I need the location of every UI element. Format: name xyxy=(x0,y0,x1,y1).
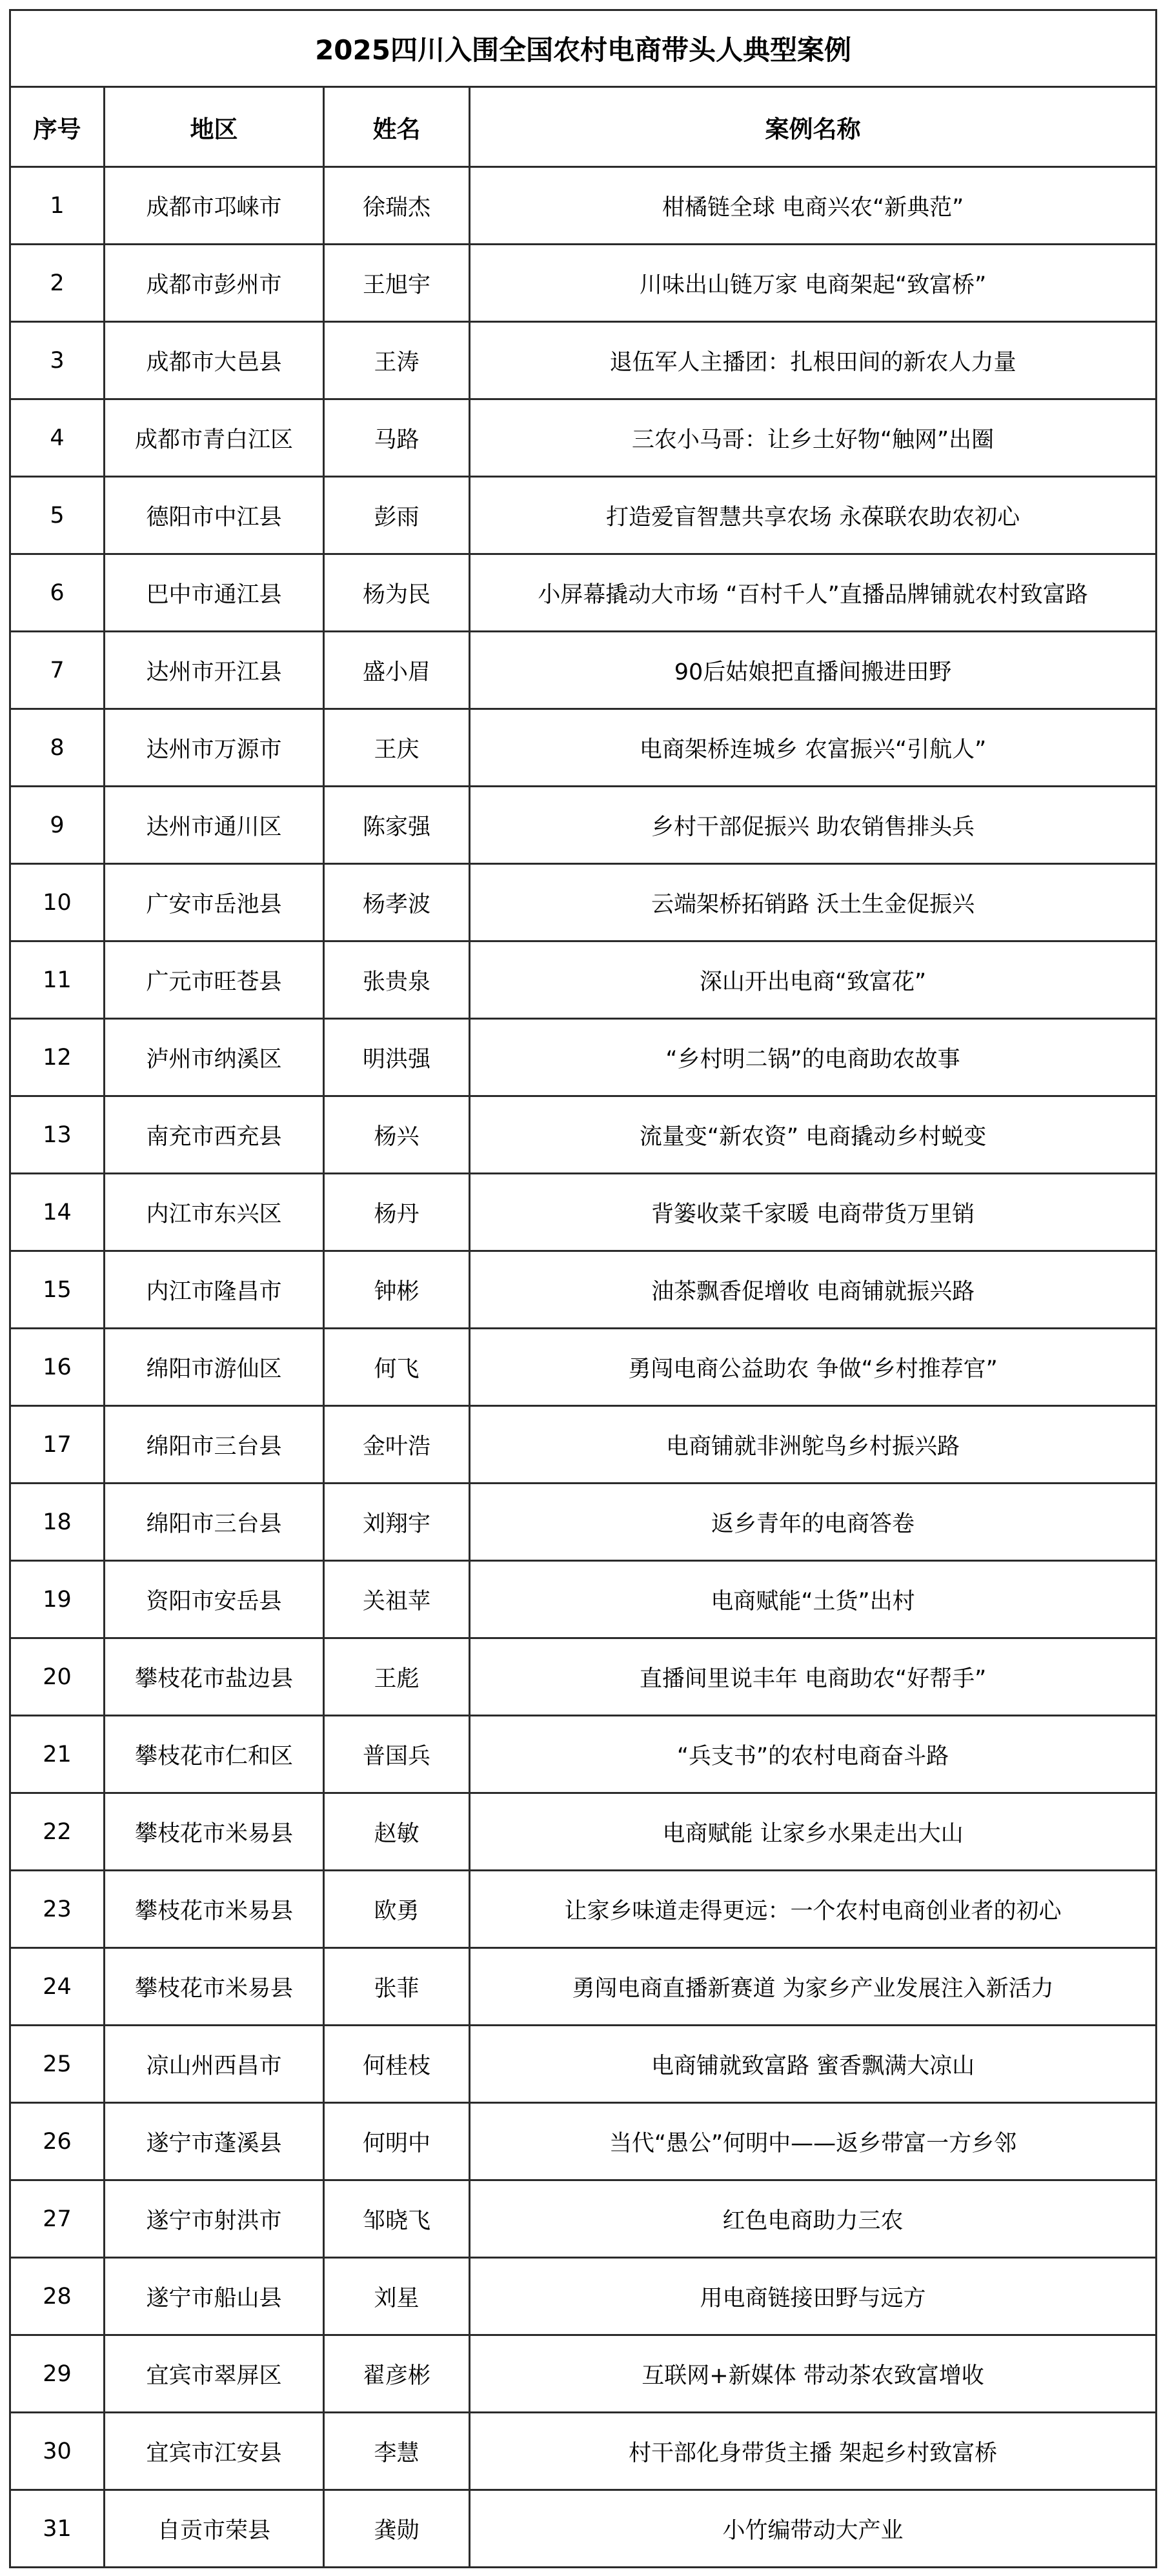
row-index: 16 xyxy=(10,1329,105,1406)
row-region: 凉山州西昌市 xyxy=(105,2026,324,2103)
row-case-title: “兵支书”的农村电商奋斗路 xyxy=(470,1716,1157,1793)
table-row xyxy=(10,2258,1157,2335)
row-case-title: 川味出山链万家 电商架起“致富桥” xyxy=(470,245,1157,322)
table-row xyxy=(10,709,1157,787)
row-person-name: 杨兴 xyxy=(324,1096,470,1174)
row-person-name: 杨为民 xyxy=(324,554,470,632)
row-case-title: 返乡青年的电商答卷 xyxy=(470,1484,1157,1561)
row-case-title: 电商赋能“土货”出村 xyxy=(470,1561,1157,1638)
case-list-document xyxy=(9,9,1155,2568)
row-index: 15 xyxy=(10,1251,105,1329)
row-region: 攀枝花市米易县 xyxy=(105,1871,324,1948)
row-region: 成都市大邑县 xyxy=(105,322,324,399)
row-index: 14 xyxy=(10,1174,105,1251)
row-region: 成都市青白江区 xyxy=(105,399,324,477)
row-region: 遂宁市射洪市 xyxy=(105,2180,324,2258)
row-region: 内江市隆昌市 xyxy=(105,1251,324,1329)
row-case-title: 互联网+新媒体 带动茶农致富增收 xyxy=(470,2335,1157,2413)
row-person-name: 彭雨 xyxy=(324,477,470,554)
row-person-name: 关祖苹 xyxy=(324,1561,470,1638)
row-case-title: 乡村干部促振兴 助农销售排头兵 xyxy=(470,787,1157,864)
table-row xyxy=(10,1251,1157,1329)
table-row xyxy=(10,399,1157,477)
table-row xyxy=(10,1871,1157,1948)
table-row xyxy=(10,554,1157,632)
table-row xyxy=(10,1096,1157,1174)
row-index: 6 xyxy=(10,554,105,632)
row-case-title: 三农小马哥：让乡土好物“触网”出圈 xyxy=(470,399,1157,477)
table-row xyxy=(10,2490,1157,2568)
row-case-title: 柑橘链全球 电商兴农“新典范” xyxy=(470,167,1157,245)
row-index: 13 xyxy=(10,1096,105,1174)
row-person-name: 马路 xyxy=(324,399,470,477)
row-case-title: 村干部化身带货主播 架起乡村致富桥 xyxy=(470,2413,1157,2490)
row-person-name: 徐瑞杰 xyxy=(324,167,470,245)
row-case-title: 电商铺就致富路 蜜香飘满大凉山 xyxy=(470,2026,1157,2103)
header-region: 地区 xyxy=(105,87,324,167)
row-index: 21 xyxy=(10,1716,105,1793)
row-person-name: 王旭宇 xyxy=(324,245,470,322)
table-row xyxy=(10,1948,1157,2026)
case-table xyxy=(9,9,1157,2568)
row-person-name: 钟彬 xyxy=(324,1251,470,1329)
row-person-name: 杨孝波 xyxy=(324,864,470,941)
row-region: 遂宁市蓬溪县 xyxy=(105,2103,324,2180)
row-index: 5 xyxy=(10,477,105,554)
row-person-name: 刘星 xyxy=(324,2258,470,2335)
row-index: 10 xyxy=(10,864,105,941)
row-region: 宜宾市江安县 xyxy=(105,2413,324,2490)
row-index: 23 xyxy=(10,1871,105,1948)
row-region: 自贡市荣县 xyxy=(105,2490,324,2568)
row-case-title: 电商赋能 让家乡水果走出大山 xyxy=(470,1793,1157,1871)
row-region: 攀枝花市米易县 xyxy=(105,1793,324,1871)
row-region: 资阳市安岳县 xyxy=(105,1561,324,1638)
row-index: 20 xyxy=(10,1638,105,1716)
row-region: 南充市西充县 xyxy=(105,1096,324,1174)
table-row xyxy=(10,787,1157,864)
row-person-name: 何明中 xyxy=(324,2103,470,2180)
row-person-name: 王彪 xyxy=(324,1638,470,1716)
row-region: 广元市旺苍县 xyxy=(105,941,324,1019)
row-person-name: 王涛 xyxy=(324,322,470,399)
row-index: 3 xyxy=(10,322,105,399)
row-region: 攀枝花市米易县 xyxy=(105,1948,324,2026)
row-person-name: 何桂枝 xyxy=(324,2026,470,2103)
row-region: 达州市通川区 xyxy=(105,787,324,864)
row-index: 4 xyxy=(10,399,105,477)
row-index: 8 xyxy=(10,709,105,787)
row-case-title: 电商铺就非洲鸵鸟乡村振兴路 xyxy=(470,1406,1157,1484)
row-index: 24 xyxy=(10,1948,105,2026)
row-person-name: 明洪强 xyxy=(324,1019,470,1096)
table-row xyxy=(10,1484,1157,1561)
table-row xyxy=(10,2413,1157,2490)
table-row xyxy=(10,2180,1157,2258)
table-row xyxy=(10,1638,1157,1716)
table-row xyxy=(10,1174,1157,1251)
header-row xyxy=(10,87,1157,167)
table-row xyxy=(10,864,1157,941)
row-index: 31 xyxy=(10,2490,105,2568)
row-region: 攀枝花市仁和区 xyxy=(105,1716,324,1793)
row-person-name: 邹晓飞 xyxy=(324,2180,470,2258)
row-person-name: 王庆 xyxy=(324,709,470,787)
row-region: 广安市岳池县 xyxy=(105,864,324,941)
row-region: 巴中市通江县 xyxy=(105,554,324,632)
row-region: 宜宾市翠屏区 xyxy=(105,2335,324,2413)
row-region: 绵阳市游仙区 xyxy=(105,1329,324,1406)
row-case-title: 小屏幕撬动大市场 “百村千人”直播品牌铺就农村致富路 xyxy=(470,554,1157,632)
row-case-title: 让家乡味道走得更远：一个农村电商创业者的初心 xyxy=(470,1871,1157,1948)
row-region: 泸州市纳溪区 xyxy=(105,1019,324,1096)
row-index: 29 xyxy=(10,2335,105,2413)
row-case-title: 背篓收菜千家暖 电商带货万里销 xyxy=(470,1174,1157,1251)
row-index: 30 xyxy=(10,2413,105,2490)
row-case-title: 小竹编带动大产业 xyxy=(470,2490,1157,2568)
table-row xyxy=(10,1793,1157,1871)
row-index: 22 xyxy=(10,1793,105,1871)
table-row xyxy=(10,2335,1157,2413)
row-case-title: 勇闯电商公益助农 争做“乡村推荐官” xyxy=(470,1329,1157,1406)
row-index: 11 xyxy=(10,941,105,1019)
row-person-name: 翟彦彬 xyxy=(324,2335,470,2413)
row-region: 德阳市中江县 xyxy=(105,477,324,554)
row-person-name: 刘翔宇 xyxy=(324,1484,470,1561)
table-row xyxy=(10,1406,1157,1484)
row-case-title: 直播间里说丰年 电商助农“好帮手” xyxy=(470,1638,1157,1716)
row-region: 绵阳市三台县 xyxy=(105,1406,324,1484)
row-person-name: 赵敏 xyxy=(324,1793,470,1871)
table-row xyxy=(10,1329,1157,1406)
row-person-name: 欧勇 xyxy=(324,1871,470,1948)
row-case-title: 红色电商助力三农 xyxy=(470,2180,1157,2258)
row-region: 攀枝花市盐边县 xyxy=(105,1638,324,1716)
row-index: 9 xyxy=(10,787,105,864)
table-row xyxy=(10,245,1157,322)
table-row xyxy=(10,1019,1157,1096)
row-index: 17 xyxy=(10,1406,105,1484)
row-index: 7 xyxy=(10,632,105,709)
row-person-name: 张贵泉 xyxy=(324,941,470,1019)
row-index: 19 xyxy=(10,1561,105,1638)
row-region: 成都市邛崃市 xyxy=(105,167,324,245)
row-index: 25 xyxy=(10,2026,105,2103)
header-index: 序号 xyxy=(10,87,105,167)
row-region: 达州市万源市 xyxy=(105,709,324,787)
row-index: 2 xyxy=(10,245,105,322)
row-case-title: 90后姑娘把直播间搬进田野 xyxy=(470,632,1157,709)
row-person-name: 普国兵 xyxy=(324,1716,470,1793)
row-case-title: 电商架桥连城乡 农富振兴“引航人” xyxy=(470,709,1157,787)
row-index: 26 xyxy=(10,2103,105,2180)
row-person-name: 龚勋 xyxy=(324,2490,470,2568)
row-person-name: 何飞 xyxy=(324,1329,470,1406)
row-index: 18 xyxy=(10,1484,105,1561)
row-person-name: 金叶浩 xyxy=(324,1406,470,1484)
row-case-title: “乡村明二锅”的电商助农故事 xyxy=(470,1019,1157,1096)
row-case-title: 退伍军人主播团：扎根田间的新农人力量 xyxy=(470,322,1157,399)
row-case-title: 流量变“新农资” 电商撬动乡村蜕变 xyxy=(470,1096,1157,1174)
row-case-title: 用电商链接田野与远方 xyxy=(470,2258,1157,2335)
row-case-title: 云端架桥拓销路 沃土生金促振兴 xyxy=(470,864,1157,941)
table-row xyxy=(10,2103,1157,2180)
table-row xyxy=(10,167,1157,245)
row-person-name: 李慧 xyxy=(324,2413,470,2490)
row-person-name: 杨丹 xyxy=(324,1174,470,1251)
row-index: 27 xyxy=(10,2180,105,2258)
row-case-title: 油茶飘香促增收 电商铺就振兴路 xyxy=(470,1251,1157,1329)
header-name: 姓名 xyxy=(324,87,470,167)
row-index: 12 xyxy=(10,1019,105,1096)
row-region: 绵阳市三台县 xyxy=(105,1484,324,1561)
row-case-title: 深山开出电商“致富花” xyxy=(470,941,1157,1019)
table-row xyxy=(10,1716,1157,1793)
header-case-title: 案例名称 xyxy=(470,87,1157,167)
table-row xyxy=(10,1561,1157,1638)
table-body xyxy=(10,167,1157,2568)
row-person-name: 陈家强 xyxy=(324,787,470,864)
row-region: 遂宁市船山县 xyxy=(105,2258,324,2335)
table-row xyxy=(10,477,1157,554)
row-index: 1 xyxy=(10,167,105,245)
table-row xyxy=(10,322,1157,399)
row-person-name: 张菲 xyxy=(324,1948,470,2026)
row-case-title: 打造爱盲智慧共享农场 永葆联农助农初心 xyxy=(470,477,1157,554)
row-region: 内江市东兴区 xyxy=(105,1174,324,1251)
row-case-title: 勇闯电商直播新赛道 为家乡产业发展注入新活力 xyxy=(470,1948,1157,2026)
table-title: 2025四川入围全国农村电商带头人典型案例 xyxy=(10,10,1157,87)
table-row xyxy=(10,941,1157,1019)
row-person-name: 盛小眉 xyxy=(324,632,470,709)
row-region: 成都市彭州市 xyxy=(105,245,324,322)
row-index: 28 xyxy=(10,2258,105,2335)
row-region: 达州市开江县 xyxy=(105,632,324,709)
table-row xyxy=(10,2026,1157,2103)
table-row xyxy=(10,632,1157,709)
row-case-title: 当代“愚公”何明中——返乡带富一方乡邻 xyxy=(470,2103,1157,2180)
